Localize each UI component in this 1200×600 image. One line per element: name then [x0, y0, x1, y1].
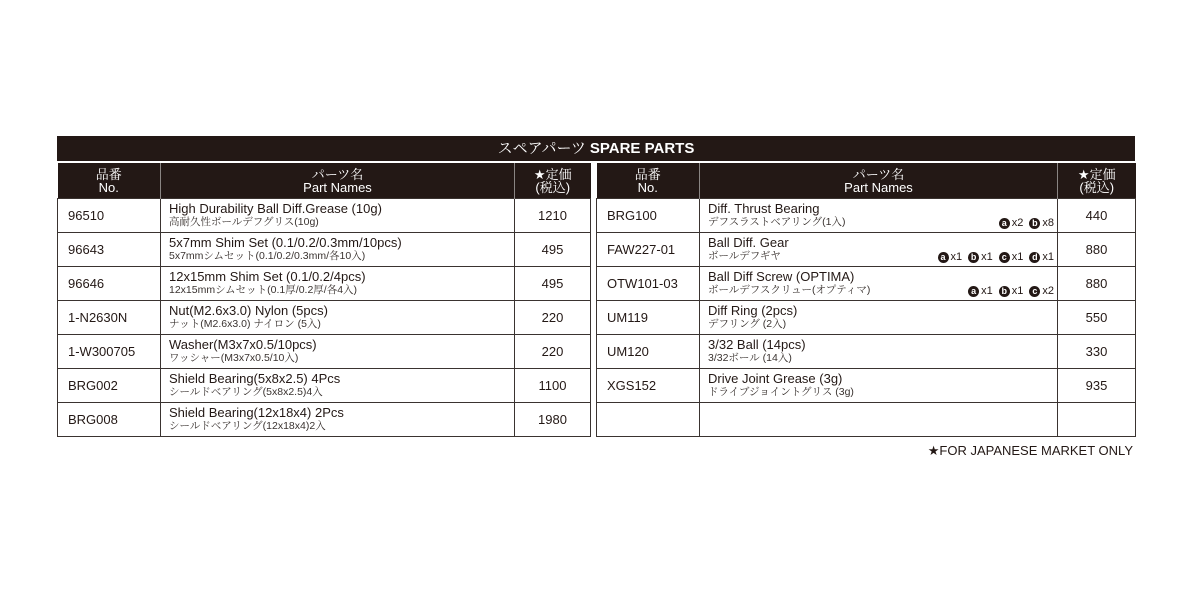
part-name-cell	[700, 335, 1058, 369]
part-name-ja: シールドベアリング(12x18x4)2入	[169, 420, 326, 432]
header-name-ja: パーツ名	[311, 166, 364, 182]
component-count: x8	[1042, 217, 1054, 229]
component-qty	[1029, 217, 1054, 229]
part-name-en: Drive Joint Grease (3g)	[708, 371, 843, 386]
table-row	[597, 369, 1136, 403]
part-name-cell	[161, 335, 515, 369]
header-part-no	[597, 163, 700, 199]
table-row	[58, 369, 591, 403]
part-name-en: Shield Bearing(5x8x2.5) 4Pcs	[169, 371, 341, 386]
header-name-en: Part Names	[303, 179, 372, 195]
part-number: 96646	[58, 267, 161, 301]
component-qty	[999, 285, 1024, 297]
component-badge-icon: a	[968, 286, 979, 297]
part-number: 96510	[58, 199, 161, 233]
component-badge-icon: d	[1029, 252, 1040, 263]
part-name-ja: デフスラストベアリング(1入)	[708, 216, 846, 228]
part-price: 220	[515, 335, 591, 369]
part-name-ja: ナット(M2.6x3.0) ナイロン (5入)	[169, 318, 321, 330]
part-name-en: Washer(M3x7x0.5/10pcs)	[169, 337, 317, 352]
part-number: BRG100	[597, 199, 700, 233]
part-number: FAW227-01	[597, 233, 700, 267]
part-price: 330	[1058, 335, 1136, 369]
component-qty	[999, 217, 1024, 229]
part-name-ja: ボールデフスクリュー(オプティマ)	[708, 284, 871, 296]
part-name-cell	[161, 403, 515, 437]
spare-parts-table-left	[57, 163, 591, 437]
component-quantity-list	[995, 217, 1054, 229]
part-name-ja: 3/32ボール (14入)	[708, 352, 792, 364]
table-row-empty	[597, 403, 1136, 437]
header-no-en: No.	[637, 179, 658, 195]
component-count: x1	[981, 251, 993, 263]
part-name-ja: デフリング (2入)	[708, 318, 787, 330]
component-qty	[1029, 285, 1054, 297]
component-count: x1	[981, 285, 993, 297]
part-name-ja: ワッシャー(M3x7x0.5/10入)	[169, 352, 299, 364]
part-name-cell	[700, 199, 1058, 233]
component-badge-icon: b	[1029, 218, 1040, 229]
component-qty	[968, 285, 993, 297]
component-count: x1	[950, 251, 963, 263]
part-name-ja: 5x7mmシムセット(0.1/0.2/0.3mm/各10入)	[169, 250, 366, 262]
part-name-en: Ball Diff Screw (OPTIMA)	[708, 269, 855, 284]
part-name-cell	[161, 267, 515, 301]
spare-parts-title-bar	[57, 136, 1135, 161]
part-number: XGS152	[597, 369, 700, 403]
part-name-en: Shield Bearing(12x18x4) 2Pcs	[169, 405, 344, 420]
title-en: SPARE PARTS	[589, 140, 695, 157]
part-number: 1-W300705	[58, 335, 161, 369]
component-count: x2	[1042, 285, 1054, 297]
part-name-cell	[700, 369, 1058, 403]
part-name-ja: 高耐久性ボールデフグリス(10g)	[169, 216, 319, 228]
component-count: x1	[1011, 251, 1024, 263]
part-price: 495	[515, 267, 591, 301]
part-number: BRG008	[58, 403, 161, 437]
table-row	[597, 267, 1136, 301]
header-price	[515, 163, 591, 199]
part-name-en: 5x7mm Shim Set (0.1/0.2/0.3mm/10pcs)	[169, 235, 402, 250]
header-price-sub: (税込)	[1079, 179, 1115, 195]
component-badge-icon: a	[999, 218, 1010, 229]
part-name-cell	[161, 199, 515, 233]
part-name-cell	[700, 267, 1058, 301]
header-price-ja: ★定価	[1077, 166, 1116, 182]
component-qty	[999, 251, 1024, 263]
component-count: x2	[1011, 217, 1024, 229]
component-quantity-list	[964, 285, 1054, 297]
part-name-ja: 12x15mmシムセット(0.1厚/0.2厚/各4入)	[169, 284, 358, 296]
component-quantity-list	[934, 251, 1055, 263]
part-name-ja: ドライブジョイントグリス (3g)	[708, 386, 854, 398]
component-badge-icon: a	[938, 252, 949, 263]
part-number: BRG002	[58, 369, 161, 403]
part-name-en: High Durability Ball Diff.Grease (10g)	[169, 201, 382, 216]
part-number: 1-N2630N	[58, 301, 161, 335]
component-badge-icon: c	[1029, 286, 1040, 297]
table-row	[58, 335, 591, 369]
part-name-cell	[161, 233, 515, 267]
table-row	[58, 403, 591, 437]
title-ja: スペアパーツ	[497, 140, 586, 157]
part-name-en: Ball Diff. Gear	[708, 235, 789, 250]
header-part-name	[700, 163, 1058, 199]
part-number: 96643	[58, 233, 161, 267]
part-name-en: Nut(M2.6x3.0) Nylon (5pcs)	[169, 303, 328, 318]
header-no-ja: 品番	[95, 166, 122, 182]
table-header-row	[58, 163, 591, 199]
part-price: 1210	[515, 199, 591, 233]
header-no-en: No.	[98, 179, 119, 195]
part-name-en: 3/32 Ball (14pcs)	[708, 337, 806, 352]
header-part-no	[58, 163, 161, 199]
part-price: 880	[1058, 267, 1136, 301]
part-price: 220	[515, 301, 591, 335]
part-name-cell	[700, 233, 1058, 267]
header-name-ja: パーツ名	[852, 166, 905, 182]
japanese-market-footnote: ★FOR JAPANESE MARKET ONLY	[927, 443, 1133, 458]
part-price	[1058, 403, 1136, 437]
component-count: x1	[1011, 285, 1024, 297]
part-name-cell	[700, 301, 1058, 335]
table-row	[597, 301, 1136, 335]
component-badge-icon: b	[999, 286, 1010, 297]
component-count: x1	[1042, 251, 1054, 263]
header-no-ja: 品番	[634, 166, 661, 182]
table-row	[58, 267, 591, 301]
header-part-name	[161, 163, 515, 199]
table-row	[58, 233, 591, 267]
header-price-ja: ★定価	[533, 166, 572, 182]
part-name-en: Diff Ring (2pcs)	[708, 303, 798, 318]
table-row	[597, 199, 1136, 233]
part-name-ja: ボールデフギヤ	[708, 250, 781, 262]
part-price: 880	[1058, 233, 1136, 267]
part-name-ja: シールドベアリング(5x8x2.5)4入	[169, 386, 323, 398]
component-badge-icon: c	[999, 252, 1010, 263]
spare-parts-table-right	[596, 163, 1136, 437]
component-qty	[968, 251, 993, 263]
part-price: 1100	[515, 369, 591, 403]
part-price: 495	[515, 233, 591, 267]
part-name-en: Diff. Thrust Bearing	[708, 201, 820, 216]
header-price	[1058, 163, 1136, 199]
table-row	[597, 335, 1136, 369]
part-price: 1980	[515, 403, 591, 437]
header-name-en: Part Names	[844, 179, 913, 195]
part-number: UM120	[597, 335, 700, 369]
part-name-cell	[700, 403, 1058, 437]
part-name-cell	[161, 369, 515, 403]
component-qty	[1029, 251, 1054, 263]
table-header-row	[597, 163, 1136, 199]
part-number: OTW101-03	[597, 267, 700, 301]
part-price: 935	[1058, 369, 1136, 403]
part-price: 550	[1058, 301, 1136, 335]
component-qty	[938, 251, 963, 263]
table-row	[58, 199, 591, 233]
part-price: 440	[1058, 199, 1136, 233]
part-number	[597, 403, 700, 437]
header-price-sub: (税込)	[535, 179, 571, 195]
table-row	[58, 301, 591, 335]
table-row	[597, 233, 1136, 267]
part-name-en: 12x15mm Shim Set (0.1/0.2/4pcs)	[169, 269, 366, 284]
part-name-cell	[161, 301, 515, 335]
component-badge-icon: b	[968, 252, 979, 263]
part-number: UM119	[597, 301, 700, 335]
